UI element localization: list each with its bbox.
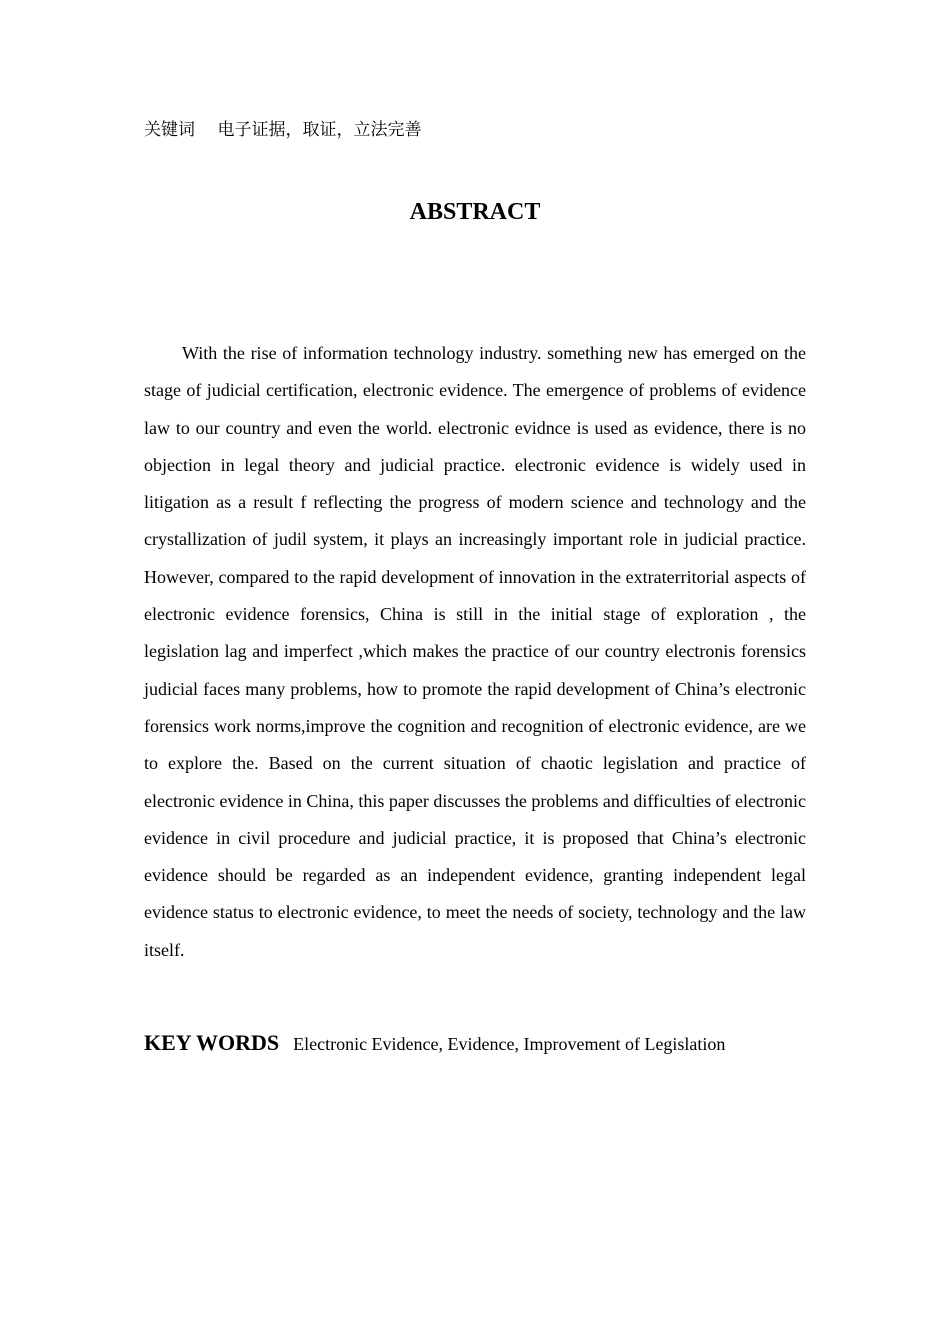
- abstract-body: With the rise of information technology industry. something new has emerged on the stage of judicial certification, electronic evidence. The emergence of problems of evidence law to our country and even the world. electronic evidnce is used as evidence, there is no objection in legal theory and judicial practice. electronic evidence is widely used in litigation as a result f reflecting the progress of modern science and technology and the crystallization of judil system, it plays an increasingly important role in judicial practice. However, compared to the rapid development of innovation in the extraterritorial aspects of electronic evidence forensics, China is still in the initial stage of exploration , the legislation lag and imperfect ,which makes the practice of our country electronis forensics judicial faces many problems, how to promote the rapid development of China’s electronic forensics work norms,improve the cognition and recognition of electronic evidence, are we to explore the. Based on the current situation of chaotic legislation and practice of electronic evidence in China, this paper discusses the problems and difficulties of electronic evidence in civil procedure and judicial practice, it is proposed that China’s electronic evidence should be regarded as an independent evidence, granting independent legal evidence status to electronic evidence, to meet the needs of society, technology and the law itself.: [144, 343, 806, 960]
- english-keywords-value: Electronic Evidence, Evidence, Improvement of Legislation: [293, 1034, 726, 1054]
- english-keywords-label: KEY WORDS: [144, 1030, 280, 1055]
- english-keywords: [144, 1028, 725, 1061]
- chinese-keywords-label: 关键词: [144, 120, 195, 140]
- chinese-keywords-value: 电子证据，取证，立法完善: [217, 120, 422, 140]
- chinese-keywords: [144, 116, 422, 143]
- abstract-title: ABSTRACT: [409, 199, 541, 225]
